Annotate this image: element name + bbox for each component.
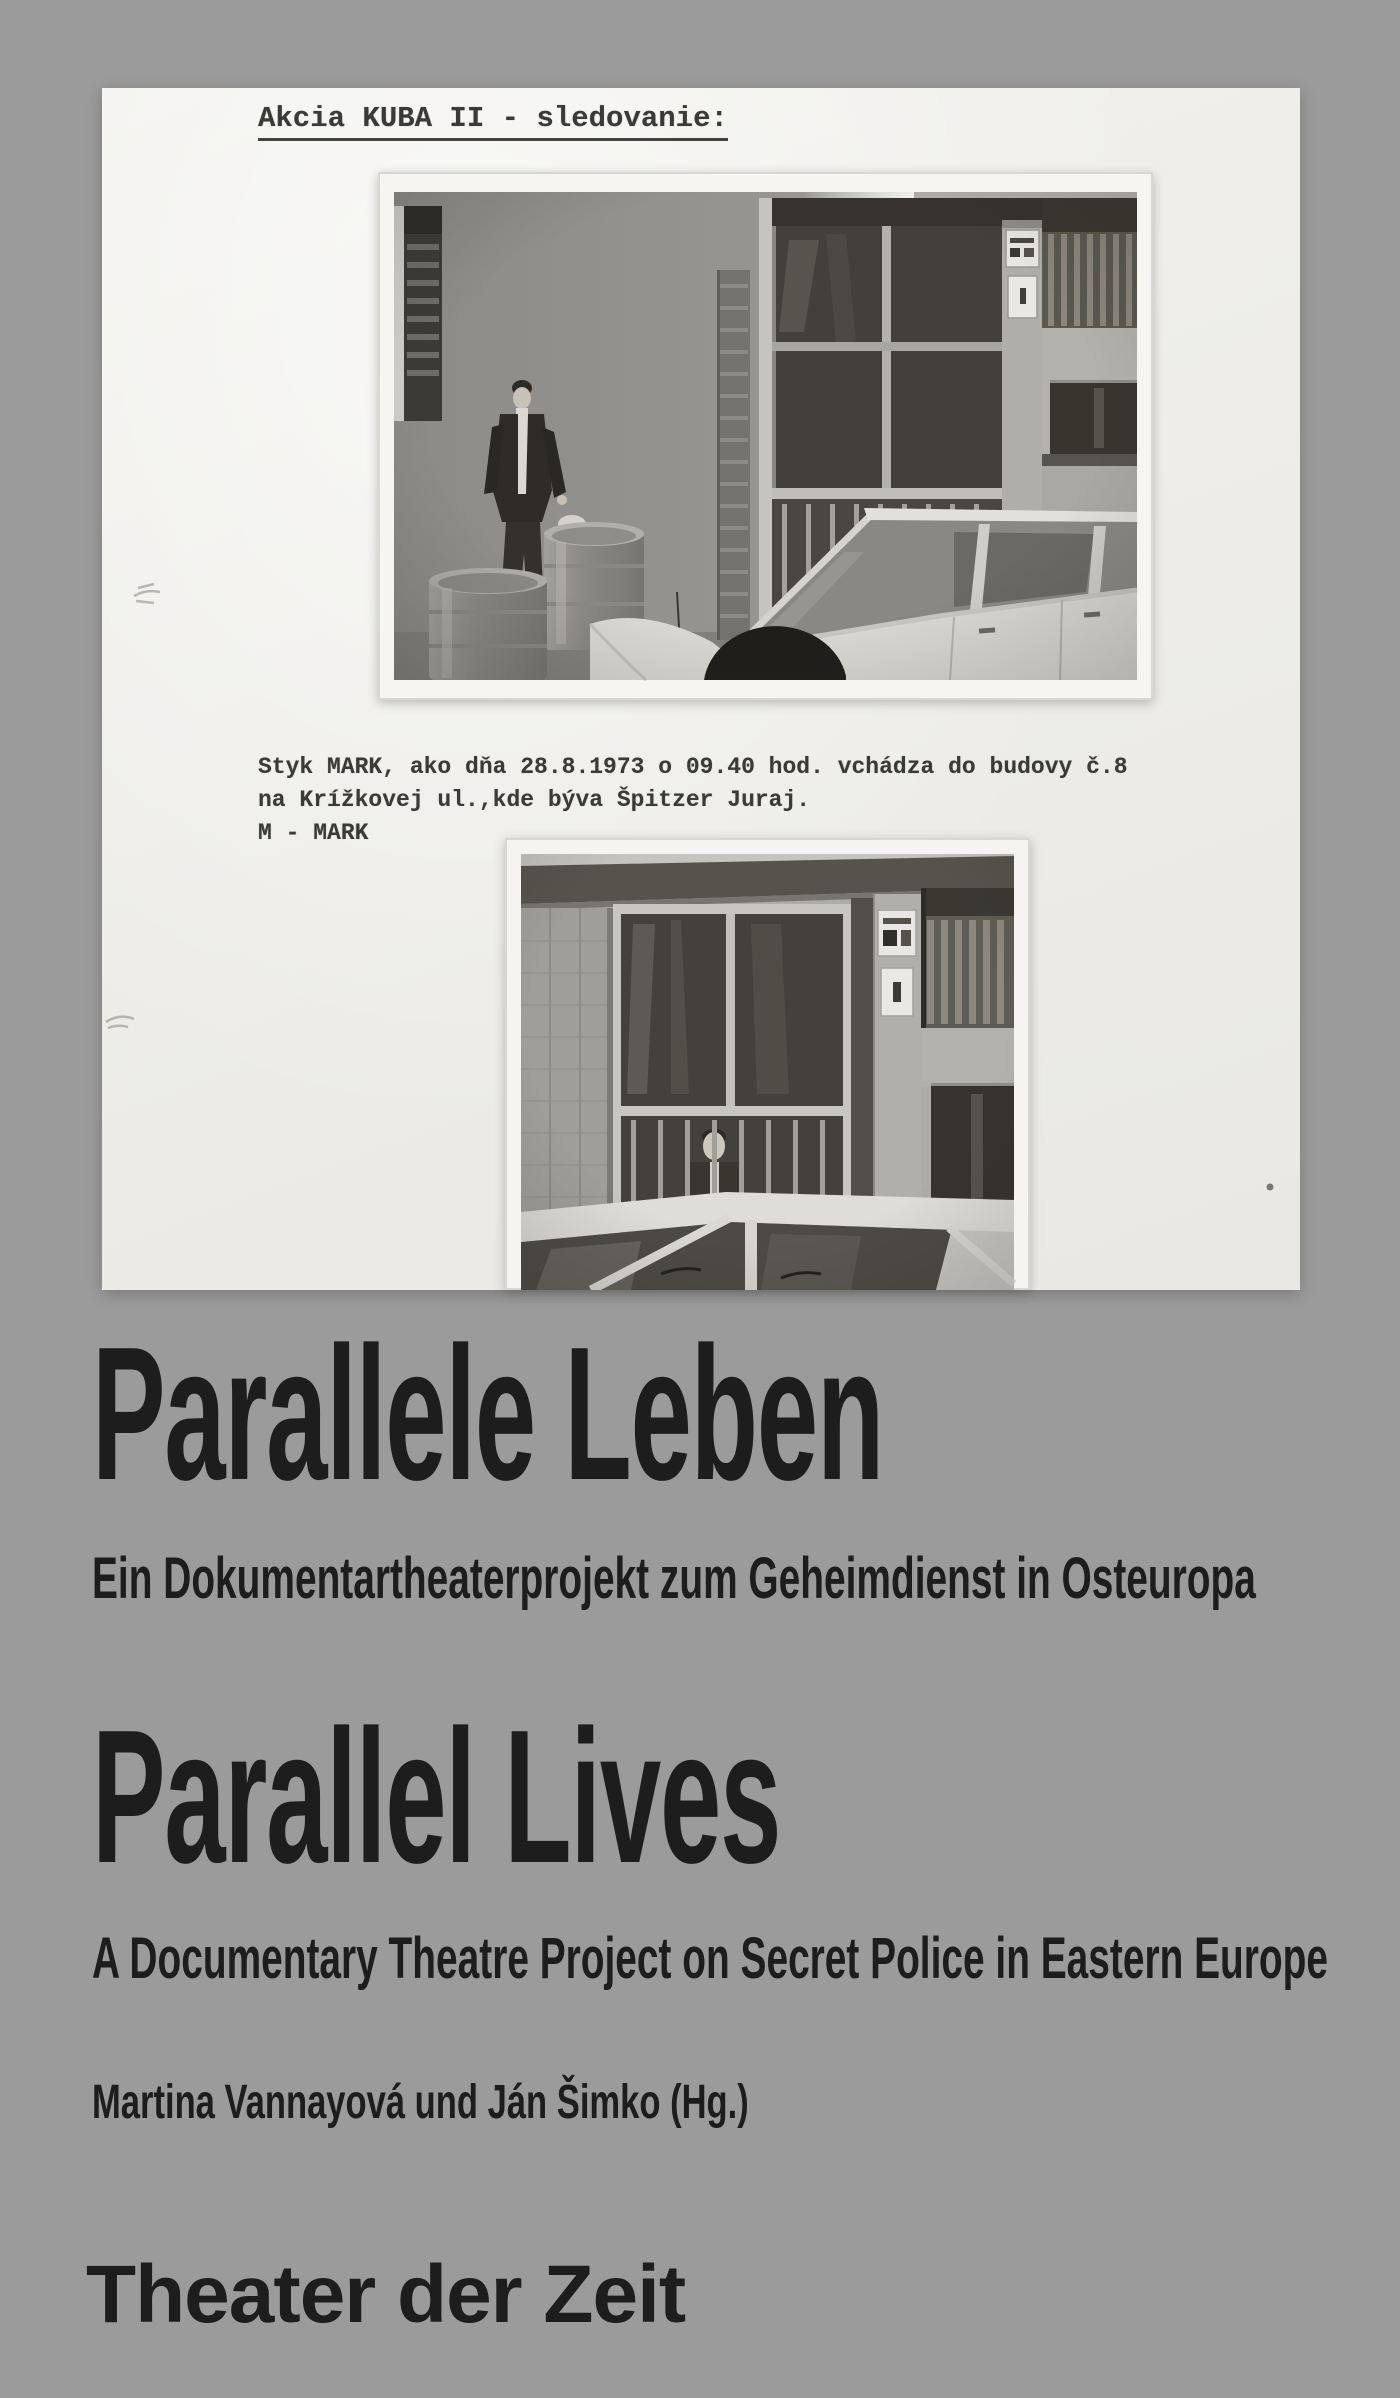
subtitle-german: Ein Dokumentartheaterprojekt zum Geheimdienst in Osteuropa [92,1546,1256,1611]
caption-line-1: Styk MARK, ako dňa 28.8.1973 o 09.40 hod. vchádza do budovy č.8 [258,754,1128,780]
surveillance-photo-1-image [378,172,1153,700]
surveillance-document [102,88,1300,1290]
document-heading: Akcia KUBA II - sledovanie: [258,102,728,141]
caption-line-2: na Krížkovej ul.,kde býva Špitzer Juraj. [258,787,811,813]
title-english: Parallel Lives [92,1691,781,1903]
editors-line: Martina Vannayová und Ján Šimko (Hg.) [92,2076,749,2129]
title-german: Parallele Leben [92,1308,884,1520]
surveillance-photo-1 [378,172,1153,700]
subtitle-english: A Documentary Theatre Project on Secret Police in Eastern Europe [92,1926,1328,1991]
surveillance-photo-2-image [505,838,1030,1290]
publisher-logo: Theater der Zeit [86,2249,686,2340]
surveillance-photo-2 [505,838,1030,1290]
caption-line-3: M - MARK [258,820,369,846]
document-caption [258,751,1128,850]
